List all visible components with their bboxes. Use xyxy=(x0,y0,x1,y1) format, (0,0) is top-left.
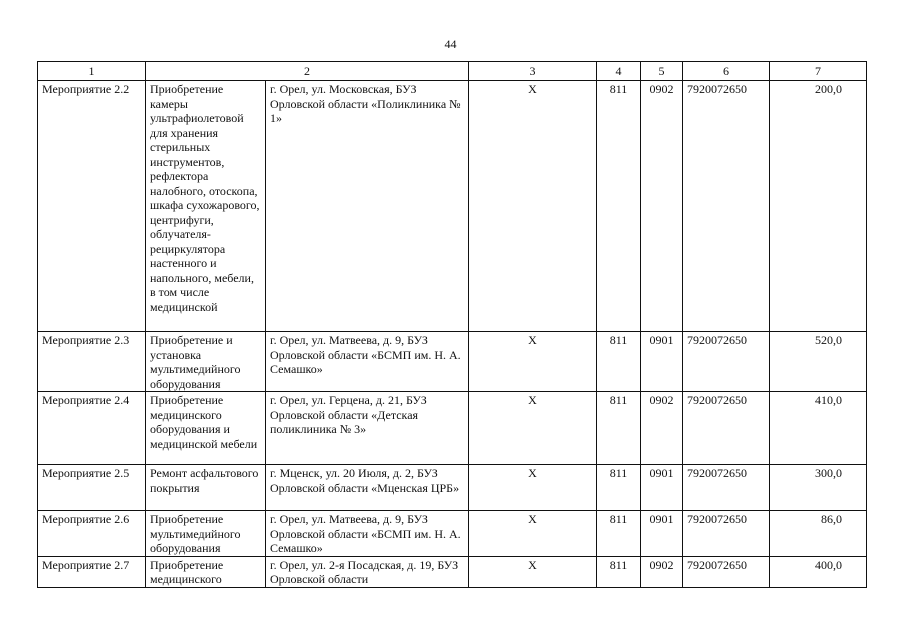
header-row xyxy=(38,62,867,81)
address-cell: г. Орел, ул. 2-я Посадская, д. 19, БУЗ Орловской области xyxy=(266,556,469,587)
col7-cell: 520,0 xyxy=(770,332,867,392)
col3-cell: X xyxy=(469,556,597,587)
description-cell: Приобретение и установка мультимедийного оборудования xyxy=(146,332,266,392)
col4-cell: 811 xyxy=(597,332,641,392)
address-cell: г. Орел, ул. Матвеева, д. 9, БУЗ Орловской области «БСМП им. Н. А. Семашко» xyxy=(266,332,469,392)
col3-cell: X xyxy=(469,392,597,465)
col5-cell: 0901 xyxy=(641,511,683,557)
header-col-5: 5 xyxy=(641,62,683,81)
table-row xyxy=(38,81,867,332)
header-col-6: 6 xyxy=(683,62,770,81)
description-cell: Приобретение медицинского xyxy=(146,556,266,587)
header-col-3: 3 xyxy=(469,62,597,81)
measure-cell: Мероприятие 2.6 xyxy=(38,511,146,557)
page-number: 44 xyxy=(444,37,457,51)
measure-cell: Мероприятие 2.7 xyxy=(38,556,146,587)
col6-cell: 7920072650 xyxy=(683,332,770,392)
col4-cell: 811 xyxy=(597,511,641,557)
description-cell: Приобретение камеры ультрафиолетовой для хранения стерильных инструментов, рефлектора налобного, отоскопа, шкафа сухожарового, центрифуги, облучателя-рециркулятора настенного и напольного, мебели, в том числе медицинской xyxy=(146,81,266,332)
table-row xyxy=(38,556,867,587)
col7-cell: 86,0 xyxy=(770,511,867,557)
col3-cell: X xyxy=(469,332,597,392)
description-cell: Ремонт асфальтового покрытия xyxy=(146,465,266,511)
col5-cell: 0901 xyxy=(641,465,683,511)
address-cell: г. Мценск, ул. 20 Июля, д. 2, БУЗ Орловской области «Мценская ЦРБ» xyxy=(266,465,469,511)
measure-cell: Мероприятие 2.5 xyxy=(38,465,146,511)
table-row xyxy=(38,392,867,465)
col7-cell: 300,0 xyxy=(770,465,867,511)
header-col-2: 2 xyxy=(146,62,469,81)
address-cell: г. Орел, ул. Матвеева, д. 9, БУЗ Орловской области «БСМП им. Н. А. Семашко» xyxy=(266,511,469,557)
measures-table xyxy=(37,61,867,588)
col5-cell: 0902 xyxy=(641,392,683,465)
header-col-4: 4 xyxy=(597,62,641,81)
col6-cell: 7920072650 xyxy=(683,392,770,465)
address-cell: г. Орел, ул. Московская, БУЗ Орловской области «Поликлиника № 1» xyxy=(266,81,469,332)
table-row xyxy=(38,465,867,511)
description-cell: Приобретение мультимедийного оборудования xyxy=(146,511,266,557)
col6-cell: 7920072650 xyxy=(683,465,770,511)
col4-cell: 811 xyxy=(597,465,641,511)
col3-cell: X xyxy=(469,81,597,332)
col4-cell: 811 xyxy=(597,556,641,587)
description-cell: Приобретение медицинского оборудования и медицинской мебели xyxy=(146,392,266,465)
address-cell: г. Орел, ул. Герцена, д. 21, БУЗ Орловской области «Детская поликлиника № 3» xyxy=(266,392,469,465)
header-col-1: 1 xyxy=(38,62,146,81)
col4-cell: 811 xyxy=(597,81,641,332)
col3-cell: X xyxy=(469,511,597,557)
col7-cell: 410,0 xyxy=(770,392,867,465)
col5-cell: 0901 xyxy=(641,332,683,392)
col5-cell: 0902 xyxy=(641,81,683,332)
col4-cell: 811 xyxy=(597,392,641,465)
col7-cell: 200,0 xyxy=(770,81,867,332)
table-row xyxy=(38,332,867,392)
measure-cell: Мероприятие 2.2 xyxy=(38,81,146,332)
table-row xyxy=(38,511,867,557)
measure-cell: Мероприятие 2.3 xyxy=(38,332,146,392)
col6-cell: 7920072650 xyxy=(683,511,770,557)
col6-cell: 7920072650 xyxy=(683,81,770,332)
col7-cell: 400,0 xyxy=(770,556,867,587)
header-col-7: 7 xyxy=(770,62,867,81)
col5-cell: 0902 xyxy=(641,556,683,587)
col6-cell: 7920072650 xyxy=(683,556,770,587)
measure-cell: Мероприятие 2.4 xyxy=(38,392,146,465)
col3-cell: X xyxy=(469,465,597,511)
